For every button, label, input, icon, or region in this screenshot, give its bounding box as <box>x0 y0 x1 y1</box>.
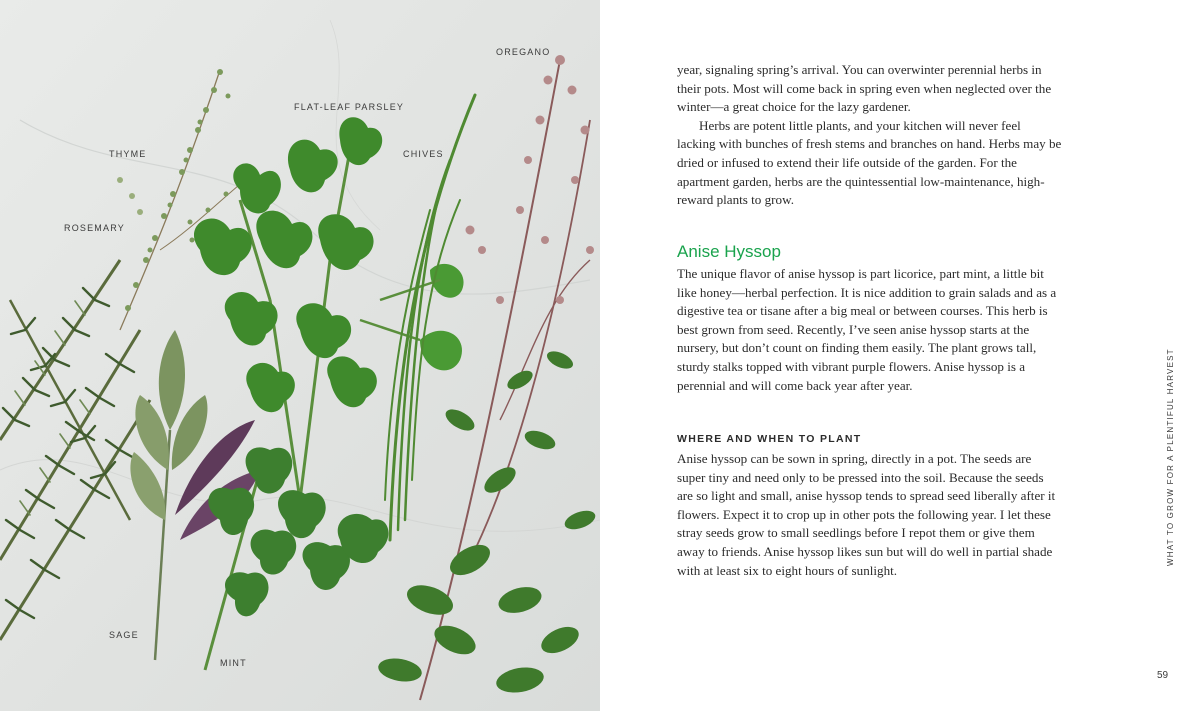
sub-body: Anise hyssop can be sown in spring, directly in a pot. The seeds are super tiny and need only to be pressed into the soil. Because the seeds are so light and small, anise hyssop tends to spread seed liberally after it flowers. Expect it to crop up in other pots the following year. I let these stray seeds grow to small seedlings before I repot them or give them away to friends. Anise hyssop likes sun but will do well in partial shade with at least six to eight hours of sunlight. <box>677 451 1056 578</box>
sub-heading: WHERE AND WHEN TO PLANT <box>677 433 862 445</box>
label-thyme: THYME <box>109 149 147 159</box>
label-mint: MINT <box>220 658 247 668</box>
section-heading: Anise Hyssop <box>677 242 781 261</box>
section-body: The unique flavor of anise hyssop is part licorice, part mint, a little bit like honey—herbal perfection. It is nice addition to grain salads and as a digestive tea or tisane after a big meal or between courses. This herb is best grown from seed. Recently, I’ve seen anise hyssop starts at the nursery, but don’t count on finding them easily. The plant grows tall, sturdy stalks topped with vibrant purple flowers. Anise hyssop is a perennial and will come back year after year. <box>677 266 1057 393</box>
text-page <box>600 0 1200 711</box>
intro-paragraph-1: year, signaling spring’s arrival. You can overwinter perennial herbs in their pots. Most will come back in spring even when neglected over the winter—a great choice for the lazy gardener. <box>677 62 1052 115</box>
label-rosemary: ROSEMARY <box>64 223 125 233</box>
running-head: WHAT TO GROW FOR A PLENTIFUL HARVEST <box>1166 348 1175 566</box>
intro-paragraph-2: Herbs are potent little plants, and your kitchen will never feel lacking with bunches of fresh stems and branches on hand. Herbs may be dried or infused to extend their life outside of the garden. For the apartment garden, herbs are the quintessential low-maintenance, high-reward plants to grow. <box>677 117 1062 208</box>
label-chives: CHIVES <box>403 149 444 159</box>
label-sage: SAGE <box>109 630 139 640</box>
intro-text <box>677 61 1062 210</box>
label-oregano: OREGANO <box>496 47 551 57</box>
page-number: 59 <box>1157 670 1169 681</box>
label-flat-leaf-parsley: FLAT-LEAF PARSLEY <box>294 102 405 112</box>
